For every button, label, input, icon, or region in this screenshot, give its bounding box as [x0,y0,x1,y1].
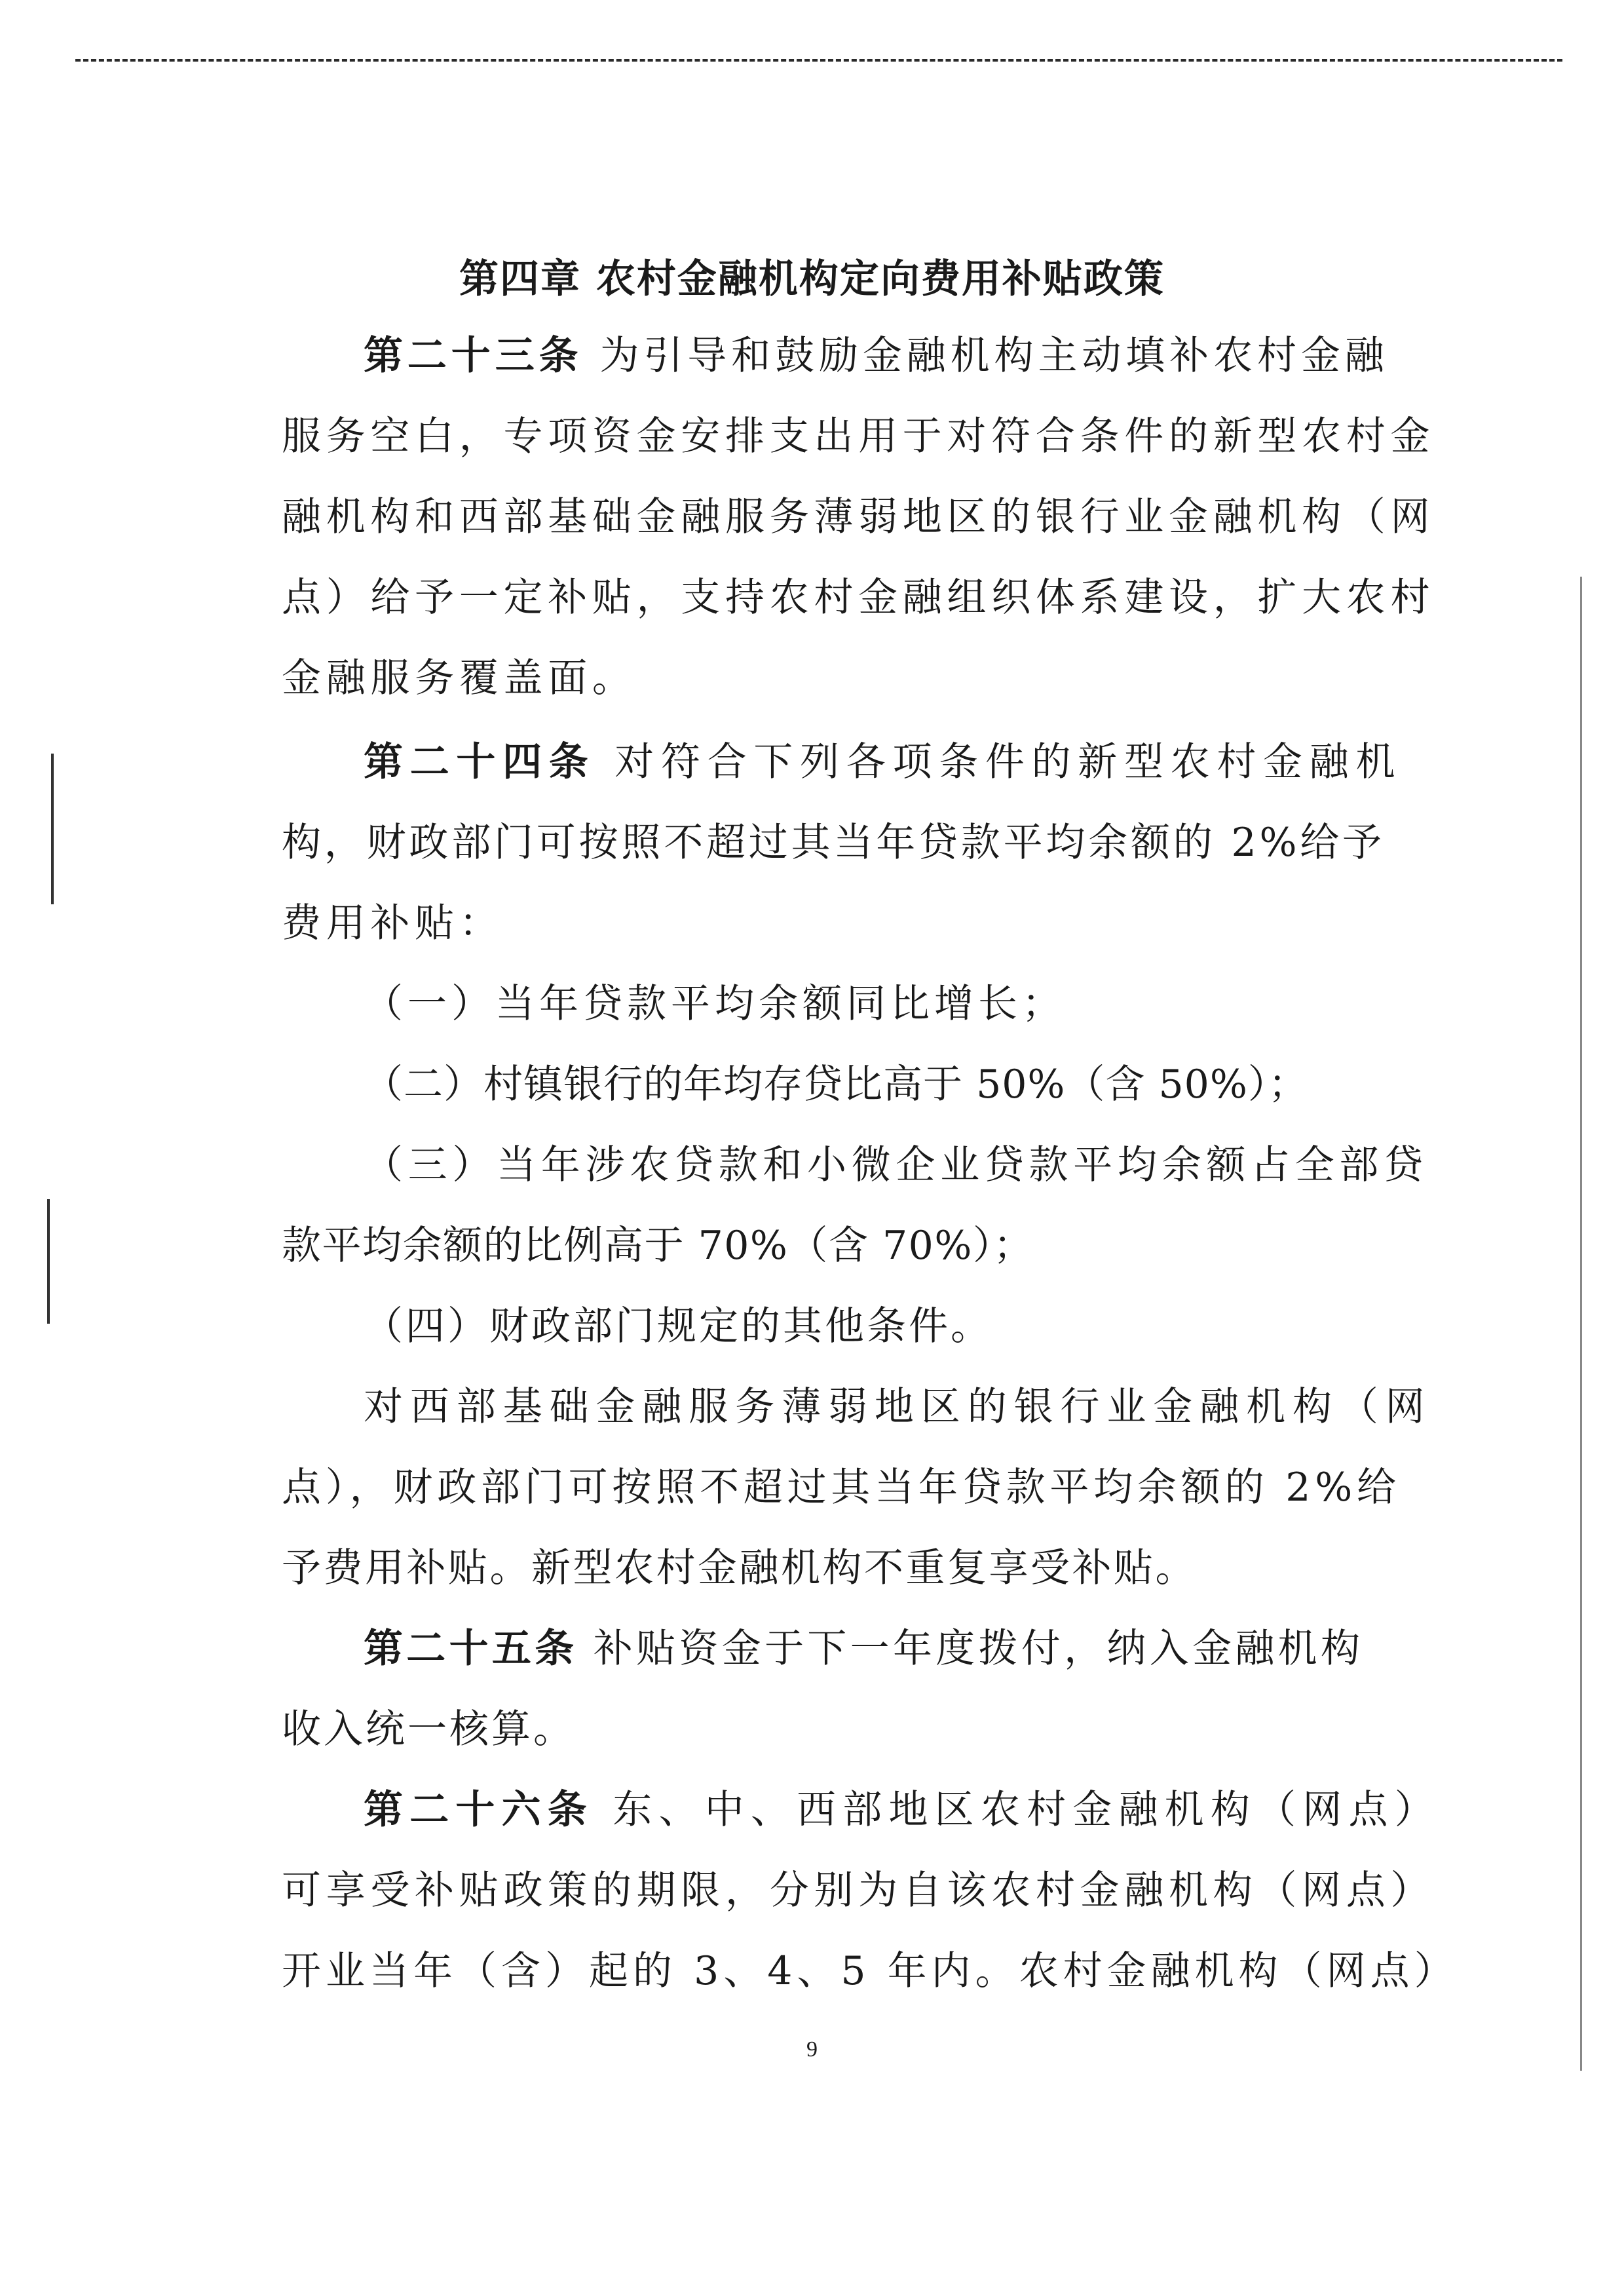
condition-3: （三）当年涉农贷款和小微企业贷款平均余额占全部贷 [364,1142,1428,1188]
condition-2: （二）村镇银行的年均存贷比高于 50%（含 50%）； [364,1062,1308,1107]
article26-line-2: 可享受补贴政策的期限，分别为自该农村金融机构（网点） [282,1868,1435,1913]
article26-label: 第二十六条 [364,1787,594,1833]
article23-line-5: 金融服务覆盖面。 [282,655,637,701]
article24-line-1: 第二十四条 对符合下列各项条件的新型农村金融机 [364,739,1403,785]
article24-line-3: 费用补贴： [282,900,504,946]
article26-line-1: 第二十六条 东、中、西部地区农村金融机构（网点） [364,1787,1441,1833]
article23-line-4: 点）给予一定补贴，支持农村金融组织体系建设，扩大农村 [282,575,1435,621]
article25-line-1: 第二十五条 补贴资金于下一年度拨付，纳入金融机构 [364,1626,1364,1672]
header-rule [75,59,1562,62]
article25-line-2: 收入统一核算。 [282,1706,575,1752]
article24-label: 第二十四条 [364,739,595,785]
scan-mark-right [1580,577,1582,2071]
western-line-1: 对西部基础金融服务薄弱地区的银行业金融机构（网 [364,1384,1432,1430]
article24-line-2: 构，财政部门可按照不超过其当年贷款平均余额的 2%给予 [282,820,1385,866]
article25-label: 第二十五条 [364,1626,578,1672]
page-number: 9 [806,2037,818,2062]
condition-4: （四）财政部门规定的其他条件。 [364,1303,992,1349]
condition-3-cont: 款平均余额的比例高于 70%（含 70%）； [282,1223,1034,1269]
condition-1: （一）当年贷款平均余额同比增长； [364,981,1066,1027]
chapter-title: 第四章 农村金融机构定向费用补贴政策 [459,256,1165,302]
article23-label: 第二十三条 [364,333,583,379]
article26-line-3: 开业当年（含）起的 3、4、5 年内。农村金融机构（网点） [282,1948,1458,1994]
western-line-2: 点），财政部门可按照不超过其当年贷款平均余额的 2%给 [282,1465,1401,1510]
scan-mark-left-lower [47,1199,50,1324]
article23-line-2: 服务空白，专项资金安排支出用于对符合条件的新型农村金 [282,413,1435,459]
article23-line-1: 第二十三条 为引导和鼓励金融机构主动填补农村金融 [364,333,1389,379]
article23-line-3: 融机构和西部基础金融服务薄弱地区的银行业金融机构（网 [282,494,1435,540]
western-line-3: 予费用补贴。新型农村金融机构不重复享受补贴。 [282,1545,1197,1591]
scan-mark-left [51,754,54,904]
